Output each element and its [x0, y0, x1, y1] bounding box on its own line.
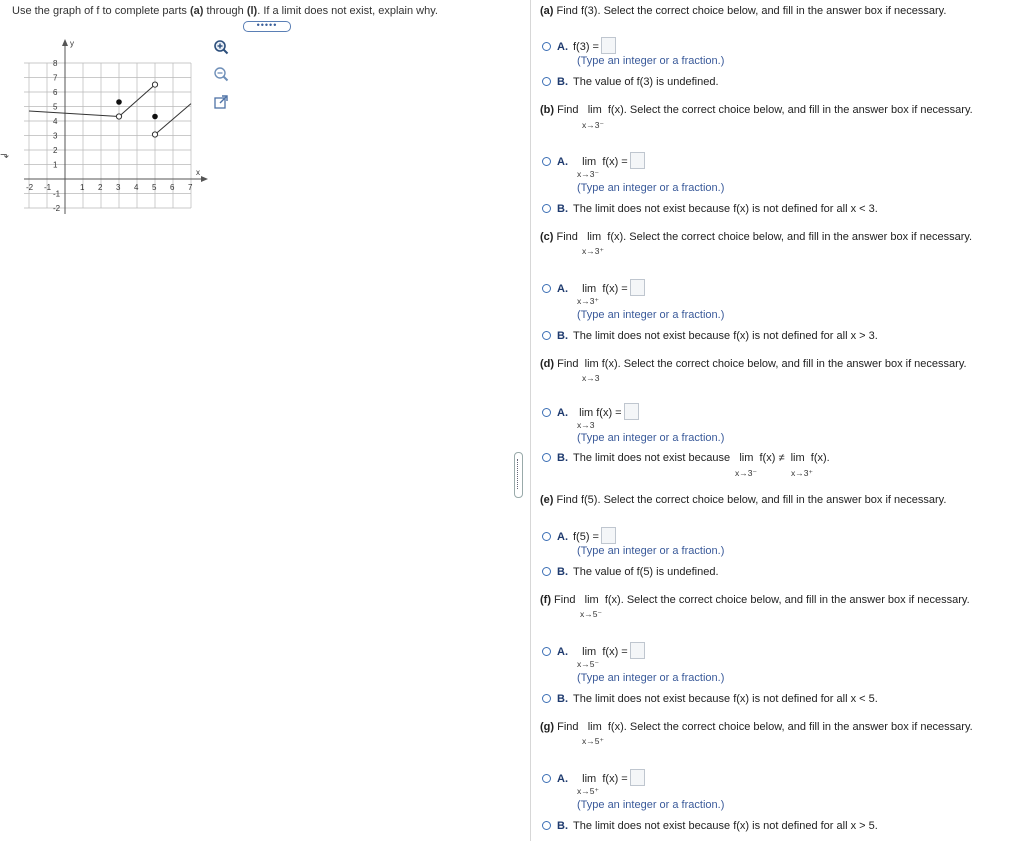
limit-symbol: lim: [587, 231, 602, 243]
radio-button[interactable]: [542, 453, 551, 462]
x-tick-label: 2: [98, 183, 103, 192]
question-text: Find f(3). Select the correct choice below, and fill in the answer box if necessary.: [553, 5, 947, 17]
answer-input[interactable]: [601, 527, 616, 544]
limit-symbol: lim: [790, 452, 805, 464]
graph-curve-left: [29, 111, 119, 117]
limit-function: f(x).: [607, 231, 627, 243]
answer-hint: (Type an integer or a fraction.): [577, 55, 725, 67]
option-text: f(5) =: [573, 531, 599, 543]
prompt-text-end: . If a limit does not exist, explain why.: [257, 5, 438, 17]
function-graph: [20, 36, 210, 221]
x-tick-label: 4: [134, 183, 139, 192]
limit-subscript: x→3: [582, 373, 600, 383]
y-tick-label: 7: [53, 73, 58, 83]
choice-c-B[interactable]: [542, 330, 878, 342]
y-tick-label: 2: [53, 146, 58, 155]
question-d: [540, 358, 967, 370]
option-text: The value of f(5) is undefined.: [573, 566, 719, 578]
option-letter: A.: [557, 156, 568, 168]
question-label: (f): [540, 594, 551, 606]
radio-button[interactable]: [542, 647, 551, 656]
x-tick-label: 7: [188, 183, 193, 192]
limit-subscript: x→3⁺: [577, 296, 599, 306]
answer-input[interactable]: [601, 37, 616, 54]
answer-hint: (Type an integer or a fraction.): [577, 432, 725, 444]
question-text: Select the correct choice below, and fill in the answer box if necessary.: [623, 358, 967, 370]
option-letter: A.: [557, 41, 568, 53]
y-tick-label: -1: [53, 189, 61, 199]
question-label: (g): [540, 721, 555, 733]
choice-f-B[interactable]: [542, 693, 878, 705]
question-text: Select the correct choice below, and fill in the answer box if necessary.: [629, 104, 973, 116]
choice-a-B[interactable]: [542, 76, 719, 88]
zoom-out-icon[interactable]: [213, 66, 229, 82]
open-point: [152, 82, 157, 87]
choice-e-B[interactable]: [542, 566, 719, 578]
question-text: Find: [551, 594, 576, 606]
panel-resize-handle[interactable]: [514, 452, 523, 498]
radio-button[interactable]: [542, 532, 551, 541]
option-text: The limit does not exist because: [573, 452, 731, 464]
option-text: f(x) =: [602, 773, 628, 785]
more-options-button[interactable]: •••••: [243, 21, 291, 32]
question-label: (e): [540, 494, 554, 506]
option-letter: A.: [557, 646, 568, 658]
choice-c-A[interactable]: [542, 279, 645, 296]
prompt-text-mid: through: [203, 5, 247, 17]
question-e: [540, 494, 946, 506]
limit-subscript: x→3⁺: [791, 468, 813, 478]
question-text: Select the correct choice below, and fill in the answer box if necessary.: [629, 721, 973, 733]
question-text: Find: [554, 104, 579, 116]
question-label: (c): [540, 231, 554, 243]
x-tick-label: -1: [44, 183, 52, 192]
question-c: [540, 231, 972, 243]
limit-symbol: lim: [582, 283, 597, 295]
limit-function: f(x).: [607, 104, 627, 116]
option-text: lim f(x) =: [579, 407, 622, 419]
x-tick-label: 5: [152, 183, 157, 192]
open-point: [152, 132, 157, 137]
radio-button[interactable]: [542, 204, 551, 213]
limit-symbol: lim: [587, 721, 602, 733]
limit-subscript: x→3⁺: [582, 246, 604, 256]
option-text: f(x).: [810, 452, 830, 464]
question-b: [540, 104, 973, 116]
x-axis-label: x: [196, 168, 200, 177]
y-tick-label: 8: [53, 59, 58, 68]
limit-subscript: x→5⁻: [580, 609, 602, 619]
limit-symbol: lim: [739, 452, 754, 464]
question-label: (d): [540, 358, 555, 370]
limit-subscript: x→3⁻: [735, 468, 757, 478]
limit-symbol: lim: [584, 594, 599, 606]
limit-expression: lim f(x).: [584, 358, 621, 370]
filled-point: [116, 99, 122, 105]
prompt-part-l: (l): [246, 5, 258, 17]
radio-button[interactable]: [542, 774, 551, 783]
option-letter: B.: [557, 820, 568, 832]
radio-button[interactable]: [542, 157, 551, 166]
limit-symbol: lim: [582, 646, 597, 658]
prompt-part-a: (a): [189, 5, 204, 17]
radio-button[interactable]: [542, 567, 551, 576]
limit-symbol: lim: [582, 773, 597, 785]
limit-subscript: x→3⁻: [577, 169, 599, 179]
option-text: f(x) =: [602, 156, 628, 168]
question-text: Find: [554, 358, 579, 370]
choice-b-A[interactable]: [542, 152, 645, 169]
popout-icon[interactable]: [213, 94, 229, 110]
answer-input[interactable]: [630, 642, 645, 659]
choice-f-A[interactable]: [542, 642, 645, 659]
radio-button[interactable]: [542, 408, 551, 417]
choice-d-A[interactable]: [542, 403, 639, 420]
option-text: The limit does not exist because f(x) is not defined for all x > 3.: [573, 330, 878, 342]
question-text: Select the correct choice below, and fill in the answer box if necessary.: [626, 594, 970, 606]
limit-symbol: lim: [582, 156, 597, 168]
y-tick-label: 3: [53, 131, 58, 141]
option-letter: B.: [557, 203, 568, 215]
x-tick-label: 3: [116, 183, 121, 192]
choice-a-A[interactable]: [542, 37, 616, 54]
choice-g-B[interactable]: [542, 820, 878, 832]
option-text: f(x) ≠: [759, 452, 785, 464]
option-letter: B.: [557, 693, 568, 705]
radio-button[interactable]: [542, 331, 551, 340]
answer-hint: (Type an integer or a fraction.): [577, 799, 725, 811]
answer-hint: (Type an integer or a fraction.): [577, 309, 725, 321]
y-tick-label: 4: [53, 117, 58, 126]
x-tick-label: -2: [26, 183, 34, 192]
panel-divider: [530, 0, 531, 841]
option-text: The limit does not exist because f(x) is not defined for all x < 3.: [573, 203, 878, 215]
answer-input[interactable]: [630, 279, 645, 296]
choice-g-A[interactable]: [542, 769, 645, 786]
radio-button[interactable]: [542, 821, 551, 830]
answer-hint: (Type an integer or a fraction.): [577, 545, 725, 557]
option-letter: B.: [557, 566, 568, 578]
option-letter: B.: [557, 452, 568, 464]
radio-button[interactable]: [542, 694, 551, 703]
limit-subscript: x→5⁺: [582, 736, 604, 746]
y-tick-label: 1: [53, 160, 58, 170]
option-text: The value of f(3) is undefined.: [573, 76, 719, 88]
answer-input[interactable]: [630, 769, 645, 786]
option-letter: B.: [557, 330, 568, 342]
x-tick-label: 6: [170, 183, 175, 192]
zoom-in-icon[interactable]: [213, 39, 229, 55]
option-letter: A.: [557, 531, 568, 543]
radio-button[interactable]: [542, 42, 551, 51]
option-text: f(x) =: [602, 646, 628, 658]
y-axis-arrow-icon: [62, 39, 68, 46]
question-g: [540, 721, 973, 733]
filled-point: [152, 114, 158, 120]
limit-function: f(x).: [604, 594, 624, 606]
radio-button[interactable]: [542, 284, 551, 293]
x-axis-arrow-icon: [201, 176, 208, 182]
question-a: [540, 5, 946, 17]
y-tick-label: 6: [53, 88, 58, 97]
problem-prompt: [12, 5, 438, 17]
option-letter: A.: [557, 407, 568, 419]
x-tick-label: 1: [80, 183, 85, 192]
option-letter: B.: [557, 76, 568, 88]
limit-subscript: x→3⁻: [582, 120, 604, 130]
question-text: Select the correct choice below, and fill in the answer box if necessary.: [629, 231, 973, 243]
question-f: [540, 594, 970, 606]
question-text: Find f(5). Select the correct choice below, and fill in the answer box if necessary.: [553, 494, 947, 506]
question-label: (b): [540, 104, 555, 116]
option-letter: A.: [557, 773, 568, 785]
option-text: The limit does not exist because f(x) is not defined for all x < 5.: [573, 693, 878, 705]
choice-d-B[interactable]: [542, 452, 830, 464]
limit-function: f(x).: [607, 721, 627, 733]
choice-b-B[interactable]: [542, 203, 878, 215]
option-text: f(x) =: [602, 283, 628, 295]
option-text: f(3) =: [573, 41, 599, 53]
question-text: Find: [554, 721, 579, 733]
choice-e-A[interactable]: [542, 527, 616, 544]
y-tick-label: -2: [53, 204, 61, 213]
answer-hint: (Type an integer or a fraction.): [577, 672, 725, 684]
prompt-text: Use the graph of f to complete parts: [12, 5, 190, 17]
answer-input[interactable]: [630, 152, 645, 169]
question-label: (a): [540, 5, 554, 17]
option-letter: A.: [557, 283, 568, 295]
y-tick-label: 5: [53, 102, 58, 112]
radio-button[interactable]: [542, 77, 551, 86]
limit-subscript: x→3: [577, 420, 595, 430]
limit-subscript: x→5⁻: [577, 659, 599, 669]
cursor-icon: ⬎: [0, 149, 10, 161]
option-text: The limit does not exist because f(x) is not defined for all x > 5.: [573, 820, 878, 832]
limit-subscript: x→5⁺: [577, 786, 599, 796]
open-point: [116, 114, 121, 119]
answer-hint: (Type an integer or a fraction.): [577, 182, 725, 194]
y-axis-label: y: [70, 39, 74, 48]
question-text: Find: [553, 231, 578, 243]
limit-symbol: lim: [587, 104, 602, 116]
answer-input[interactable]: [624, 403, 639, 420]
